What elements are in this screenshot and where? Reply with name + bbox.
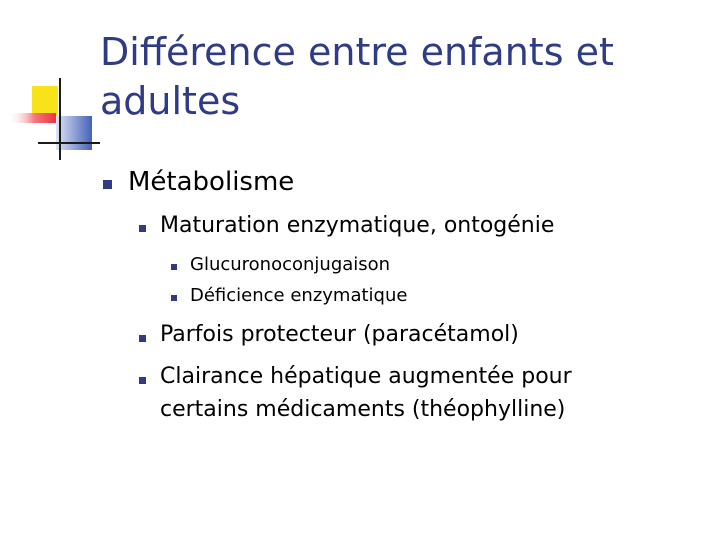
- deco-blue-square: [56, 116, 92, 150]
- bullet-clairance-line1: Clairance hépatique augmentée pour: [160, 364, 572, 389]
- bullet-metabolisme: Métabolisme: [128, 167, 295, 197]
- bullet-marker: [171, 264, 177, 270]
- title-decoration-graphic: [0, 0, 100, 170]
- bullet-deficience: Déficience enzymatique: [190, 285, 408, 306]
- bullet-marker: [171, 295, 177, 301]
- slide-title: Différence entre enfants et adultes: [100, 30, 614, 123]
- bullet-marker: [103, 180, 112, 189]
- bullet-parfois: Parfois protecteur (paracétamol): [160, 322, 519, 347]
- bullet-glucuronoconjugaison: Glucuronoconjugaison: [190, 254, 391, 275]
- bullet-marker: [139, 377, 146, 384]
- bullet-maturation: Maturation enzymatique, ontogénie: [160, 213, 555, 238]
- deco-red-bar: [8, 113, 56, 123]
- bullet-clairance-line2: certains médicaments (théophylline): [160, 397, 566, 422]
- bullet-marker: [139, 225, 146, 232]
- bullet-marker: [139, 335, 146, 342]
